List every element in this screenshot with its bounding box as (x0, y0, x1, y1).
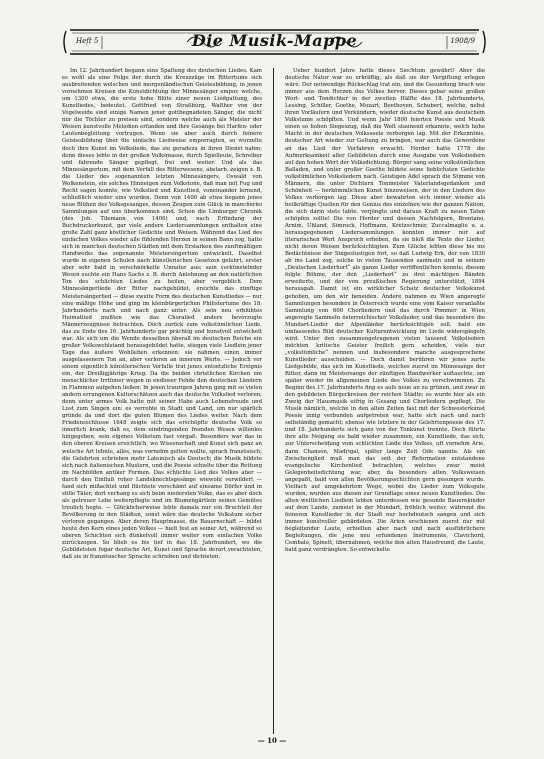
page-header (62, 25, 487, 59)
column-divider (273, 68, 274, 734)
right-column-text: Ueber hundert Jahre hatte dieses Siechtum gewährt! Aber die deutsche Natur war zu urkräftig, als daß sie der Vergiftung erlegen wäre. Der notwendige Rückschlag trat ein, und die Gesundung brach wie immer aus dem Herzen des Volkes hervor. Dieses gebar seine großen Wort- und Tondichter in der zweiten Hälfte des 18. Jahrhunderts, Lessing, Schiller, Goethe, Mozart, Beethoven, Schubert, welche, nebst ihren Vorläufern und Verkündern, wieder deutsche Kunst aus deutschem Volkstume schöpften. Und wenn Jahr 1800 feierten Poesie und Musik einen so hohen Siegeszug, daß die Welt staunend erkannte, welch hohe Macht in der deutschen Volksseele verborgen lag. Mit der Erkenntnis, deutscher Art wieder zur Geltung zu bringen, war auch das Gewordene an das Lied der Vorfahren erwacht. Herder hatte 1778 die Aufmerksamkeit aller Gebildeten durch eine Ausgabe von Volksliedern auf den hohen Wert der Volksdichtung; Bürger sang seine volkstümlichen Balladen, und unter großer Goethe bildete seine lieblichsten Gedichte volkstümlichen Volksliedern nach. Geistigen Adel sprach die Stimme von Männern, die unter Dichtern Tonmeister Vaterlandsgedanken und Schönheit — herkömmlichen Kunst hinzuweisen, der in den Liedern des Volkes verborgen lag. Diese aber bewahrten sich immer wieder als heilkräftige Quellen für den Genius des einzelnen wie der ganzen Nation, die sich darin stets labte, verjüngte und daraus Kraft zu neuen Taten schöpfen sollte! Die von Herder und dessen Nachfolgern, Brentano, Arnim, Uhland, Simrock, Hoffmann, Kretzschmer, Zuccalmaglio u. a. herausgegebenen Liedersammlungen konnten immer nur auf literarischen Wert Anspruch erheben, da sie bloß die Texte der Lieder, nicht deren Weisen berücksichtigten. Zum Glücke lebten diese bis ins Bedächtnisse der Singeslustigen fort, so daß Ludwig Erk, der von 1830 ab ins Land zog, solche in vielen Tausenden sammeln und in seinem „Deutschen Liederhort“ als ganze Lieder veröffentlichen konnte; diesem folgte Böhme, der den „Liederhort“ zu drei mächtigen Bänden erweiterte, und der von preußischen Regierung unterstützt, 1894 herausgab. Damit ist ein wirklicher Schatz deutscher Volkskunst gehoben, um den wir beneiden. Andere nahmen zu Wien angeregte Sammlungen besonders in Österreich wurde eine vom Kaiser veranlaßte Sammlung von 600 Chorliedern und das durch Pommer in Wien angeregte Sammeln österreichischer Volkslieder, und das besondere die Mundart-Lieder der Alpenländer berücksichtigen soll, bald ein umfassendes Bild deutscher Kulturentwicklung im Liede widerspiegeln wird. Unter den zusammengetragenen vielen tausend Volksliedern möchten kritische Geister freilich gern scheiden, viele nur „volkstümliche“ nennen und insbesondere manche ausgesprochene Kunstlieder ausscheiden. — Doch damit berühren wir jenes zarte Liedgebilde, das sich im Kunstliede, welches zuerst im Minnesange der Ritter, dann im Meistersange der zünftigen Handwerker auftauchte, um später wieder im allgemeinen Liede des Volkes zu verschwimmen. Zu Beginn des 17. Jahrhunderts fing es aufs neue an zu grünen, und zwar in den gebildeten Bürgerkreisen der reichen Städte; es wurde hier als ein Zweig der Hausmusik eifrig in Gesang und Chorliedern gepflegt. Die Musik nämlich, welche in den alten Zeiten fast mit der Schwesterkunst Poesie innig verbunden aufgetreten war, hatte sich nach und nach selbständig gemacht; ebenso wie letztere in der Gelehrtenpoesie des 17. und 18. Jahrhunderts sich ganz von der Tonkunst trennte. Doch führte ihre alte Neigung sie bald wieder zusammen, ein Kunstliede, das sich, zur Unterscheidung vom schlichten Liede des Volkes, oft vornehm Arie, dann Chanson, Madrigal, später lange Zeit Ode nannte. Als ein Zwischenglied muß man das seit der Reformation entstandene evangelische Kirchenlied betrachten, welches zwar meist Gelegenheitsdichtung war, aber, da besonders alten Volksweisen angepaßt, bald von allen Bevölkerungsschichten gern gesungen wurde. Vielfach auf umgekehrtem Wege, wobei die Lieder zum Volksgute wurden, wurden aus diesen zur Grundlage eines neuen Kunstliedes. Die alten weltlichen Liedlein lebten unterdessen wie gesunde Bauernkinder auf dem Lande, zumeist in der Mundart, fröhlich weiter, während die feineren Kunstlieder in der Stadt nur hochdeutsch sangen und sich immer kunstvoller gebärdeten. Die Arien erschienen zuerst nur mit begleitender Laute, erhielten aber nach und nach ausführlichere Begleitungen, die jene neu erfundenen Instrumente, Clavichord, Cembalo, Spinett, übernahmen, welche den alten Hausfreund, die Laute, bald ganz verdrängten. So entwickelte (285, 68, 485, 554)
left-column (62, 68, 262, 736)
left-column-text: Im 12. Jahrhundert begann eine Spaltung des deutschen Liedes. Kam es wohl als eine Folge der durch die Kreuzzüge im Rittertume sich ausbreitenden welschen und morgenländischen Geistesbildung, in jenen vornehmen Kreisen die Kunstdichtung der Minnesänger empor, welche, um 1300 etwa, die erste hohe Blüte einer neuen Liedgattung, des Kunstliedes, bedeutet. Gottfried von Straßburg, Walther von der Vogelweide sind einige Namen jener gottbegnadeten Sänger, die nicht nur die Töchter zu preisen sind, sondern welche auch als Meister der Weisen kunstvolle Melodien erfanden und ihre Gesänge bei Harfen- oder Lautenbegleitung vortrugen. Wenn sie aber auch durch feinere Geistesbildung über die einfache Liedweise emporragten, so wurzelte doch ihre Kunst im Volksliede, das sie geradezu in ihren Dienst nahm; denn dieses lebte in der großen Volksmasse, durch Spielleute, Schreiber und fahrende Sänger gepflegt, frei und weiter. Und als das Minnesängertum, mit dem Verfall des Ritterwesens, abstarb, zeigen z. B. die Lieder des sogenannten letzten Minnesängers, Oswald von Wolkenstein, ein solches Hinneigen zum Volkstone, daß man mit Fug und Recht sagen konnte, wie Volkslied und Kunstlied, voneinander lernend, schließlich wieder eins wurden. Denn von 1400 ab etwa begann jenes neue Blühen des Volksgesanges, dessen Zeugen zum Glück in mancherlei Sammlungen auf uns überkommen sind. Schon die Limburger Chronik (des Joh. Tilemann von 1400) und, nach Erfindung der Buchdruckerkunst, gar viele andere Liedersammlungen enthalten eine große Zahl ganz köstlicher Gedichte und Weisen. Während das Lied des einfachen Volkes wieder alle fühlenden Herzen in seinen Bann zog, hatte sich in manchen deutschen Städten mit dem Erstarken des zunftmäßigen Handwerks das sogenannte Meistersingertum entwickelt. Daselbst wurde in eigenen Schulen nach künstlerischen Gesetzen gelehrt, erster aber sehr bald in verschnörkelte Unnatur aus; sein verkünstelnder Wesen suchte ein Hans Sachs z. B. durch Anlehnung an den natürlichen Ton des schlichten Liedes zu heilen, aber vergeblich. Dem Minnesängerliede der Ritter nachgebildet, ereichte das zünftige Meistersängerlied — diese zweite Form des deutschen Kunstliedes — nur eine mäßige Höhe und ging im kleinbürgerlichen Philistertume des 18. Jahrhunderts nach und nach ganz unter. Als sein neu erblühtes Heimatlied mußten wie das Choralied andere bevorzugte Männerzeugnisse betrachten. Doch zurück zum volkstümlichen Liede, das zu Ende des 16. Jahrhunderts gar prächtig und kunstvoll entwickelt war. Als sich um die Wende desselben überall im deutschen Reiche ein großer Volkswohlstand herausgebildet hatte, stiegen viele Liedlein jener Tage das äußere Wohlleben erkennen: sie nahmen einen immer ausgelassenern Ton an, aber verloren an innerem Werte. — Jedoch vor einem eigentlich künstlerischen Verfalle trat jenes entsetzliche Ereignis ein, der Dreißigjährige Krieg. Da die beiden christlichen Kirchen um menschlicher Irrtümer wegen in endloser Fehde den deutschen Ländern in Flammen aufgehen ließen: In jenen traurigen Jahren ging mit so vielen andern errungenen Kulturschätzen auch das deutsche Volkslied verloren; denn unter armes Volk hatte mit seiner Habe auch Lebensfreude und Lust zum Singen ein: es verrohte in Stadt und Land, um nur spärlich gründe da und dort die guten Blumen des Liedes weiter. Nach dem Friedensschlusse 1648 zeigte sich das erschöpfte deutsche Volk so innerlich krank, daß es, dem eindringenden fremden Wesen willenlos hingegeben, sein eigenes Volkstum fast vergaß. Besonders war das in den oberen Kreisen ersichtlich, wo Wissenschaft und Kunst sich ganz an welsche Art lehnte, alles, was vornehm gelten wollte, sprach französisch; die Gelehrten schrieben mehr Lateinisch als Deutsch; die Musik bildete sich nach italienischen Mustern, und die Poesie schielte über die Rettung im Nachbilden antiker Formen. Das schlichte Lied des Volkes aber — durch den Einfluß roher Landsknechtsgesänge wiewohl verwildert — fand sich mißachtet und flüchtete verschämt auf einsame Dörfer und in stille Täler; dort verhang es sich beim niedersten Volke, das es aber doch als getreuer Lebe weiterpflegte und im Blumengärtlein seines Gemütes treulich hegte. — Glücklicherweise lebte damals nur ein Bruchteil der Bevölkerung in den Städten, sonst wäre das deutsche Volkstum sicher verloren gegangen. Aber deren Hauptmasse, die Bauernschaft — bildet heute den Kern eines jeden Volkes — hielt fest an seiner Art, während so oberen Schichten sich dünkelvoll immer weiter vom einfachen Volke zurückzogen. So blieb es bis tief in das 18. Jahrhundert, wo die Gebildetsten fogar deutsche Art, Kunst und Sprache derart verachteten, daß sie in französischer Sprache schrieben und dichteten. (62, 68, 262, 561)
year-label: 1908/9 (450, 37, 475, 45)
right-column (285, 68, 485, 736)
issue-label: Heft 5 (76, 37, 99, 45)
magazine-title: Die Musik-Mappe (191, 31, 358, 50)
page-number: — 10 — (257, 736, 287, 745)
